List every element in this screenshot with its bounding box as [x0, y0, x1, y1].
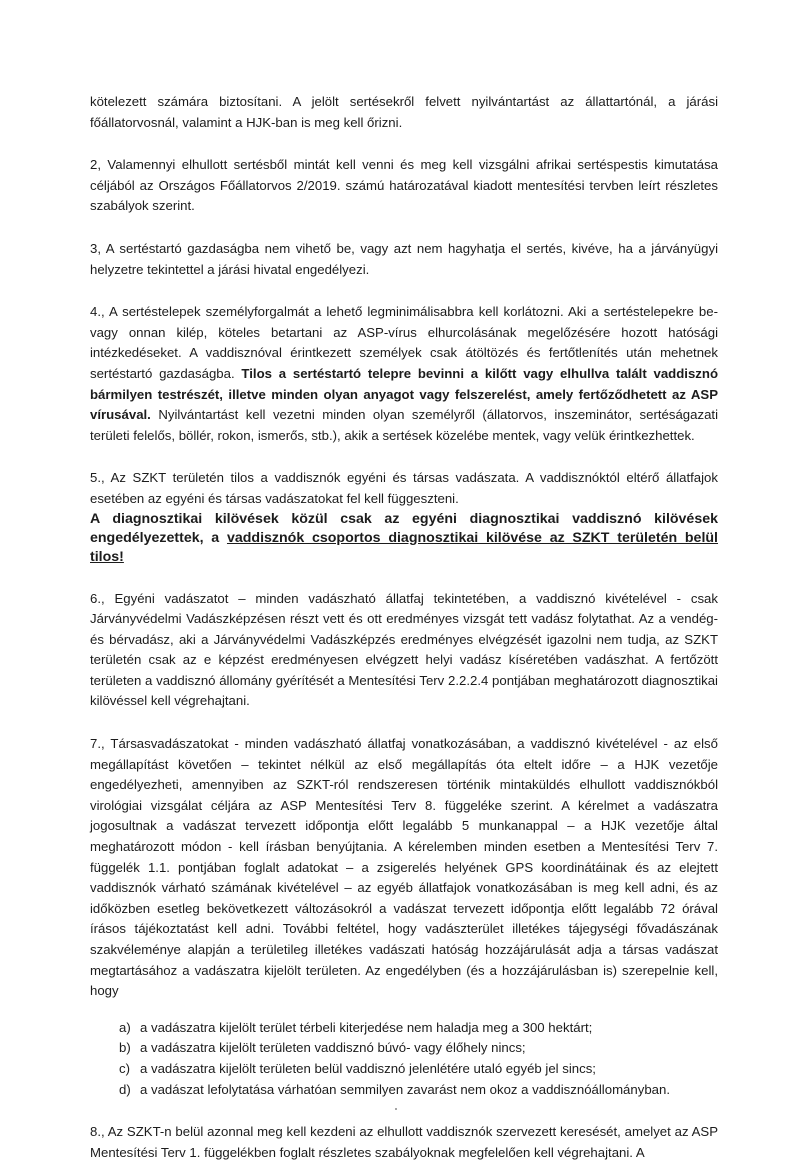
paragraph-5-hunting: 5., Az SZKT területén tilos a vaddisznók egyéni és társas vadászata. A vaddisznóktól eltérő állatfajok esetében az egyéni és társas vadászatokat fel kell függeszteni. — [90, 470, 718, 506]
paragraph-3-movement: 3, A sertéstartó gazdaságba nem vihető be, vagy azt nem hagyhatja el sertés, kivéve, ha a járványügyi helyzetre tekintettel a járási hivatal engedélyezi. — [90, 240, 718, 277]
paragraph-4-text-a: 4., A sertéstelepek személyforgalmát a lehető legminimálisabbra kell korlátozni. Aki a sertéstelepekre be- vagy onnan kilép, köteles betartani az ASP-vírus elhurcolásának megelőzésére hozott hatósági intézkedéseket. A vaddisznóval érintkezett személyek csak átöltözés és fertőtlenítés után mehetnek sertéstartó gazdaságba. — [90, 304, 718, 381]
paragraph-4-bold-warning: Tilos a sertéstartó telepre bevinni a kilőtt vagy elhullva talált vaddisznó bármilyen testrészét, illetve minden olyan anyagot vagy felszerelést, amely fertőződhetett az ASP vírusával. — [90, 365, 719, 423]
paragraph-2-sampling: 2, Valamennyi elhullott sertésből mintát kell venni és meg kell vizsgálni afrikai sertéspestis kimutatása céljából az Országos Főállatorvos 2/2019. számú határozatával kiadott mentesítési tervben leírt részletes szabályok szerint. — [90, 157, 718, 214]
list-item-text: a vadászatra kijelölt terület térbeli kiterjedése nem haladja meg a 300 hektárt; — [140, 1019, 593, 1035]
conditions-list — [90, 1018, 718, 1100]
list-item-text: a vadászat lefolytatása várhatóan semmilyen zavarást nem okoz a vaddisznóállományban. — [140, 1081, 670, 1097]
paragraph-5-bold-text: A diagnosztikai kilövések közül csak az egyéni diagnosztikai vaddisznó kilövések engedélyezettek, a — [90, 510, 718, 546]
list-item-marker: d) — [119, 1081, 131, 1097]
list-item-text: a vadászatra kijelölt területen vaddisznó búvó- vagy élőhely nincs; — [140, 1040, 526, 1056]
list-item-marker: c) — [119, 1060, 130, 1076]
paragraph-intro: kötelezett számára biztosítani. A jelölt sertésekről felvett nyilvántartást az állattartónál, a járási főállatorvosnál, valamint a HJK-ban is meg kell őrizni. — [90, 94, 718, 130]
paragraph-4-personnel — [90, 302, 718, 446]
paragraph-4-text-c: Nyilvántartást kell vezetni minden olyan személyről (állatorvos, inszeminátor, sertéságazati területi felelős, böllér, rokon, ismerős, stb.), akik a sertések közelébe mentek, vagy velük érintkezhettek. — [90, 407, 718, 443]
paragraph-6-individual-hunting: 6., Egyéni vadászatot – minden vadászható állatfaj tekintetében, a vaddisznó kivételével - csak Járványvédelmi Vadászképzésen részt vett és ott eredményes vizsgát tett vadász folytathat. Az a vendég- és bérvadász, aki a Járványvédelmi Vadászképzés eredményes elvégzését igazolni nem tudja, az SZKT területén csak az e képzést eredményesen elvégzett helyi vadász kíséretében vadászhat. A fertőzött területen a vaddisznó állomány gyérítését a Mentesítési Terv 2.2.2.4 pontjában meghatározott diagnosztikai kilövéssel kell végrehajtani. — [90, 590, 718, 709]
paragraph-7-group-hunting: 7., Társasvadászatokat - minden vadászható állatfaj vonatkozásában, a vaddisznó kivételével - az első megállapítást követően – tekintet nélkül az első megállapítás óta eltelt időre – a HJK vezetője engedélyezheti, amennyiben az SZKT-ról rendszeresen történik mintaküldés elhullott vaddisznókból virológiai vizsgálat céljára az ASP Mentesítési Terv 8. függeléke szerint. A kérelmet a vadászatra jogosultnak a vadászat tervezett időpontja előtt legalább 5 munkanappal – a HJK vezetője által meghatározott módon - kell írásban benyújtania. A kérelemben minden esetben a Mentesítési Terv 7. függelék 1.1. pontjában foglalt adatokat – a zsigerelés helyének GPS koordinátáinak és az elejtett vaddisznók várható számának kivételével – az egyéb állatfajok vonatkozásában is meg kell adni, és az időközben esetleg bekövetkezett változásokról a vadászat tervezett időpontja előtt legalább 72 órával írásos tájékoztatást kell adni. További feltétel, hogy vadászterület illetékes tájegységi fővadászának szakvéleménye alapján a területileg illetékes vadászati hatóság hozzájárulását adja a társas vadászat megtartásához a vadászatra kijelölt területen. Az engedélyben (és a hozzájárulásban is) szerepelnie kell, hogy — [90, 736, 718, 999]
list-item — [119, 1038, 718, 1059]
list-item — [119, 1080, 718, 1101]
list-item — [119, 1018, 718, 1039]
paragraph-8-search: 8., Az SZKT-n belül azonnal meg kell kezdeni az elhullott vaddisznók szervezett keresését, amelyet az ASP Mentesítési Terv 1. függelékben foglalt részletes szabályoknak megfelelően kell végrehajtani. A — [90, 1124, 718, 1160]
list-item — [119, 1059, 718, 1080]
list-item-text: a vadászatra kijelölt területen belül vaddisznó jelenlétére utaló egyéb jel sincs; — [140, 1060, 596, 1076]
document-page — [90, 92, 718, 1163]
paragraph-5-bold-notice — [90, 510, 718, 567]
list-item-marker: a) — [119, 1019, 131, 1035]
scan-speck — [395, 1108, 397, 1110]
list-item-marker: b) — [119, 1040, 131, 1056]
paragraph-5-underlined-text: vaddisznók csoportos diagnosztikai kilövése az SZKT területén belül tilos! — [90, 529, 719, 565]
